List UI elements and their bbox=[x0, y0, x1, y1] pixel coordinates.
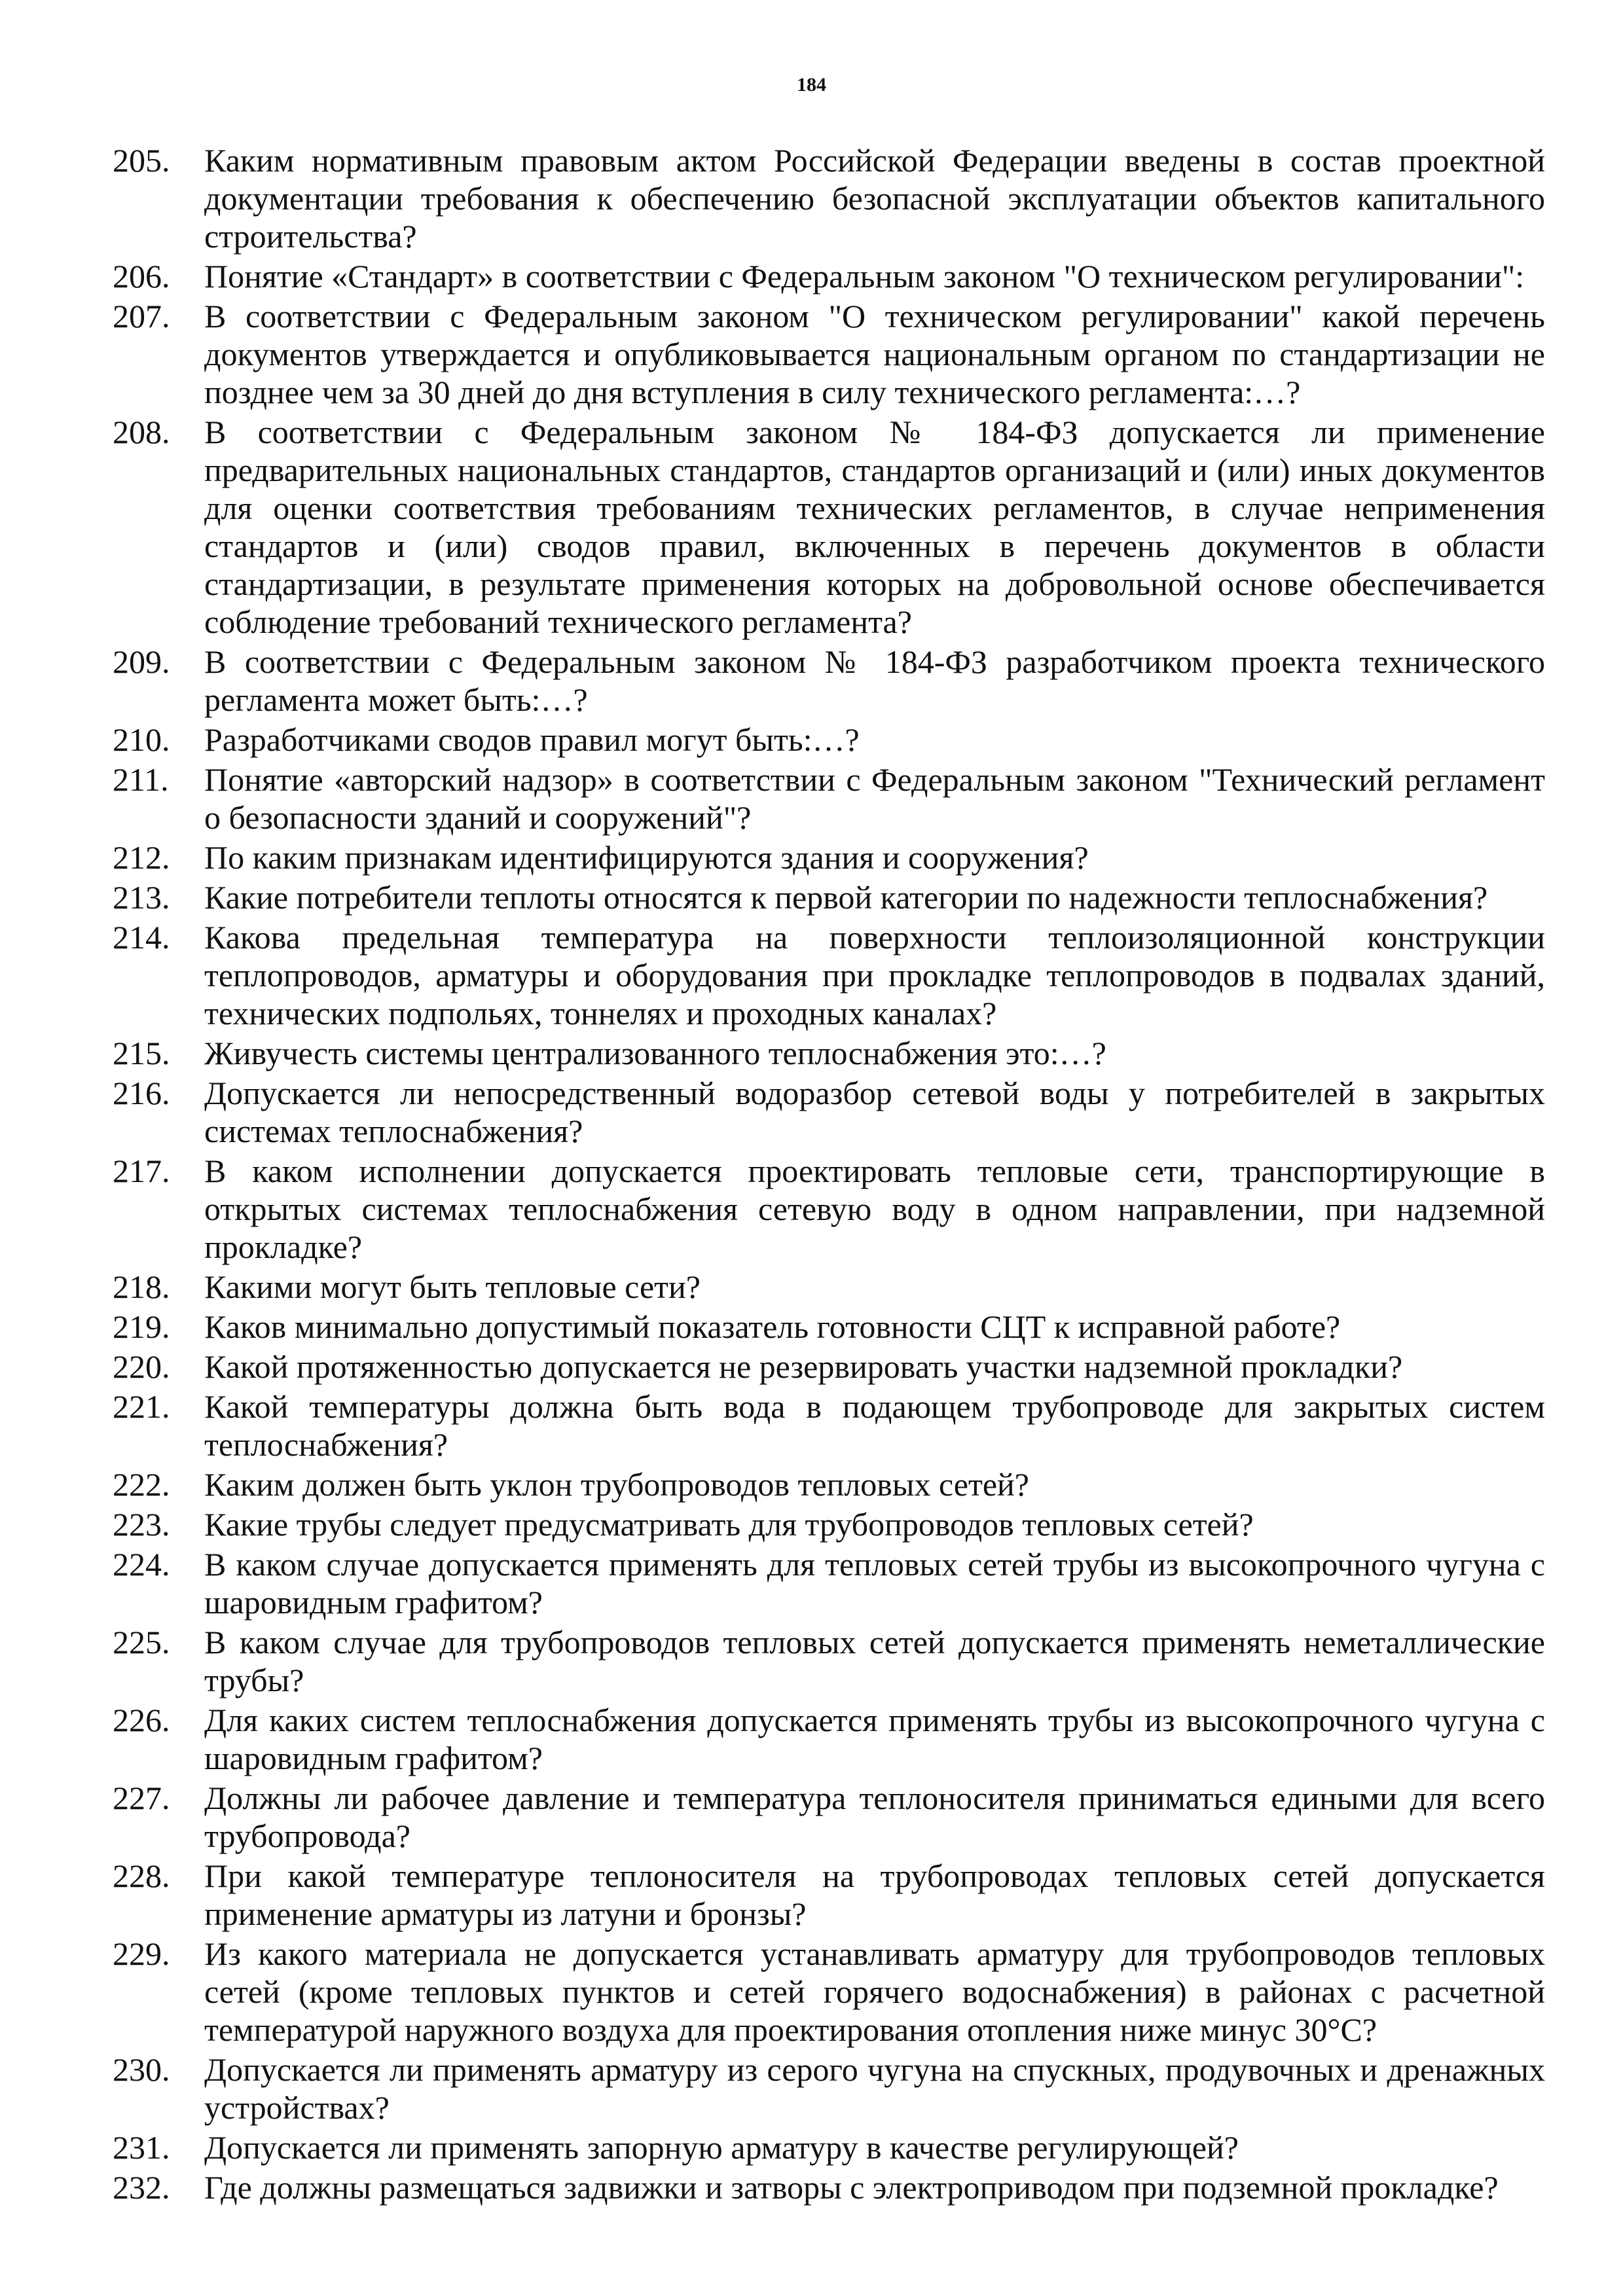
question-209 bbox=[113, 643, 1545, 719]
question-text: Из какого материала не допускается устанавливать арматуру для трубопроводов тепловых сетей (кроме тепловых пунктов и сетей горячего водоснабжения) в районах с расчетной температурой наружного воздуха для проектирования отопления ниже минус 30°С? bbox=[204, 1935, 1545, 2048]
question-number: 209. bbox=[113, 643, 170, 680]
question-text: В соответствии с Федеральным законом № 184-ФЗ разработчиком проекта технического регламента может быть:…? bbox=[204, 643, 1545, 718]
question-231 bbox=[113, 2128, 1545, 2166]
question-text: В соответствии с Федеральным законом № 184-ФЗ допускается ли применение предварительных национальных стандартов, стандартов организаций и (или) иных документов для оценки соответствия требованиям технических регламентов, в случае неприменения стандартов и (или) сводов правил, включенных в перечень документов в области стандартизации, в результате применения которых на добровольной основе обеспечивается соблюдение требований технического регламента? bbox=[204, 414, 1545, 640]
question-number: 229. bbox=[113, 1935, 170, 1972]
question-206 bbox=[113, 257, 1545, 295]
question-number: 230. bbox=[113, 2051, 170, 2088]
question-text: Допускается ли применять арматуру из серого чугуна на спускных, продувочных и дренажных устройствах? bbox=[204, 2051, 1545, 2126]
question-number: 219. bbox=[113, 1308, 170, 1345]
question-223 bbox=[113, 1505, 1545, 1543]
question-221 bbox=[113, 1388, 1545, 1463]
question-number: 210. bbox=[113, 721, 170, 758]
page-number: 184 bbox=[797, 74, 826, 96]
question-225 bbox=[113, 1623, 1545, 1699]
question-216 bbox=[113, 1074, 1545, 1150]
question-230 bbox=[113, 2051, 1545, 2126]
question-text: Допускается ли непосредственный водоразбор сетевой воды у потребителей в закрытых системах теплоснабжения? bbox=[204, 1075, 1545, 1149]
question-232 bbox=[113, 2168, 1545, 2206]
question-text: Какой протяженностью допускается не резервировать участки надземной прокладки? bbox=[204, 1348, 1403, 1385]
question-219 bbox=[113, 1308, 1545, 1346]
question-number: 218. bbox=[113, 1268, 170, 1305]
question-226 bbox=[113, 1701, 1545, 1777]
question-number: 225. bbox=[113, 1624, 170, 1660]
question-214 bbox=[113, 918, 1545, 1032]
question-text: В каком исполнении допускается проектировать тепловые сети, транспортирующие в открытых системах теплоснабжения сетевую воду в одном направлении, при надземной прокладке? bbox=[204, 1153, 1545, 1265]
question-number: 220. bbox=[113, 1348, 170, 1385]
question-number: 205. bbox=[113, 142, 170, 179]
question-number: 207. bbox=[113, 298, 170, 334]
question-text: Какие потребители теплоты относятся к первой категории по надежности теплоснабжения? bbox=[204, 879, 1488, 916]
question-number: 214. bbox=[113, 919, 170, 956]
question-number: 213. bbox=[113, 879, 170, 916]
question-215 bbox=[113, 1034, 1545, 1072]
question-text: Где должны размещаться задвижки и затворы с электроприводом при подземной прокладке? bbox=[204, 2169, 1499, 2206]
question-number: 208. bbox=[113, 414, 170, 450]
question-205 bbox=[113, 141, 1545, 255]
question-227 bbox=[113, 1779, 1545, 1855]
question-224 bbox=[113, 1545, 1545, 1621]
question-text: В каком случае для трубопроводов тепловых сетей допускается применять неметаллические трубы? bbox=[204, 1624, 1545, 1698]
question-number: 232. bbox=[113, 2169, 170, 2206]
question-210 bbox=[113, 721, 1545, 759]
question-207 bbox=[113, 297, 1545, 411]
question-number: 226. bbox=[113, 1702, 170, 1738]
question-text: Какими могут быть тепловые сети? bbox=[204, 1268, 701, 1305]
question-number: 231. bbox=[113, 2129, 170, 2166]
question-text: Должны ли рабочее давление и температура теплоносителя приниматься едиными для всего трубопровода? bbox=[204, 1780, 1545, 1854]
question-number: 216. bbox=[113, 1075, 170, 1111]
question-213 bbox=[113, 878, 1545, 916]
question-228 bbox=[113, 1857, 1545, 1933]
question-text: Живучесть системы централизованного теплоснабжения это:…? bbox=[204, 1035, 1106, 1071]
question-text: Какой температуры должна быть вода в подающем трубопроводе для закрытых систем теплоснабжения? bbox=[204, 1388, 1545, 1463]
question-text: Каким должен быть уклон трубопроводов тепловых сетей? bbox=[204, 1466, 1029, 1503]
question-212 bbox=[113, 838, 1545, 876]
question-208 bbox=[113, 413, 1545, 641]
question-number: 223. bbox=[113, 1506, 170, 1543]
question-number: 222. bbox=[113, 1466, 170, 1503]
question-text: Разработчиками сводов правил могут быть:…? bbox=[204, 721, 860, 758]
question-text: Для каких систем теплоснабжения допускается применять трубы из высокопрочного чугуна с шаровидным графитом? bbox=[204, 1702, 1545, 1776]
question-number: 228. bbox=[113, 1857, 170, 1894]
question-text: В соответствии с Федеральным законом "О техническом регулировании" какой перечень документов утверждается и опубликовывается национальным органом по стандартизации не позднее чем за 30 дней до дня вступления в силу технического регламента:…? bbox=[204, 298, 1545, 410]
question-number: 221. bbox=[113, 1388, 170, 1425]
question-text: Какие трубы следует предусматривать для трубопроводов тепловых сетей? bbox=[204, 1506, 1254, 1543]
question-number: 211. bbox=[113, 761, 169, 798]
question-text: Каков минимально допустимый показатель готовности СЦТ к исправной работе? bbox=[204, 1308, 1341, 1345]
question-text: Какова предельная температура на поверхности теплоизоляционной конструкции теплопроводов, арматуры и оборудования при прокладке теплопроводов в подвалах зданий, технических подпольях, тоннелях и проходных каналах? bbox=[204, 919, 1545, 1031]
question-number: 217. bbox=[113, 1153, 170, 1189]
question-229 bbox=[113, 1935, 1545, 2049]
question-number: 212. bbox=[113, 839, 170, 876]
question-number: 215. bbox=[113, 1035, 170, 1071]
question-218 bbox=[113, 1268, 1545, 1306]
question-217 bbox=[113, 1152, 1545, 1266]
question-text: Допускается ли применять запорную арматуру в качестве регулирующей? bbox=[204, 2129, 1239, 2166]
question-text: При какой температуре теплоносителя на трубопроводах тепловых сетей допускается применение арматуры из латуни и бронзы? bbox=[204, 1857, 1545, 1932]
question-text: Каким нормативным правовым актом Российской Федерации введены в состав проектной документации требования к обеспечению безопасной эксплуатации объектов капитального строительства? bbox=[204, 142, 1545, 255]
question-text: Понятие «авторский надзор» в соответствии с Федеральным законом "Технический регламент о безопасности зданий и сооружений"? bbox=[204, 761, 1545, 836]
question-number: 206. bbox=[113, 258, 170, 295]
question-list bbox=[113, 141, 1545, 2208]
question-211 bbox=[113, 761, 1545, 836]
question-222 bbox=[113, 1465, 1545, 1503]
question-220 bbox=[113, 1348, 1545, 1386]
question-number: 227. bbox=[113, 1780, 170, 1816]
question-number: 224. bbox=[113, 1546, 170, 1583]
question-text: Понятие «Стандарт» в соответствии с Федеральным законом "О техническом регулировании": bbox=[204, 258, 1525, 295]
question-text: По каким признакам идентифицируются здания и сооружения? bbox=[204, 839, 1089, 876]
question-text: В каком случае допускается применять для тепловых сетей трубы из высокопрочного чугуна с шаровидным графитом? bbox=[204, 1546, 1545, 1621]
